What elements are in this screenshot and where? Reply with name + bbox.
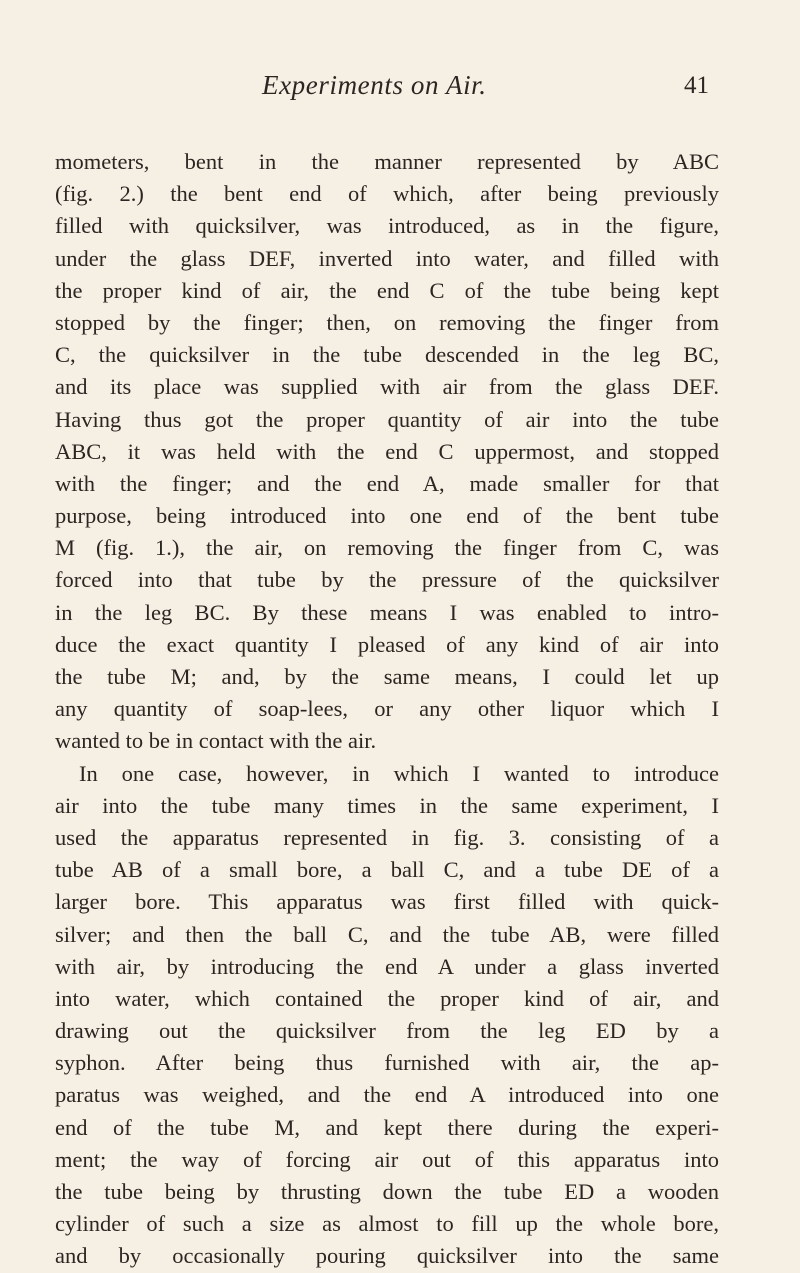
text-line: paratus was weighed, and the end A introduced into one [55,1082,719,1108]
text-line: used the apparatus represented in fig. 3. consisting of a [55,824,719,850]
text-line: the tube M; and, by the same means, I could let up [55,664,719,689]
text-line: tube AB of a small bore, a ball C, and a tube DE of a [55,857,719,883]
text-line: M (fig. 1.), the air, on removing the finger from C, was [55,535,719,561]
text-line: purpose, being introduced into one end of the bent tube [55,503,719,529]
text-line: (fig. 2.) the bent end of which, after being previously [55,181,719,207]
text-line: cylinder of such a size as almost to fill up the whole bore, [55,1211,719,1237]
text-line: forced into that tube by the pressure of the quicksilver [55,567,719,593]
text-line: in the leg BC. By these means I was enabled to intro- [55,599,719,625]
text-line: the proper kind of air, the end C of the tube being kept [55,277,719,303]
running-title: Experiments on Air. [262,70,487,100]
text-line: duce the exact quantity I pleased of any kind of air into [55,631,719,657]
text-line: filled with quicksilver, was introduced, as in the figure, [55,213,719,239]
text-line: C, the quicksilver in the tube descended in the leg BC, [55,342,719,368]
text-line: larger bore. This apparatus was first filled with quick- [55,889,719,915]
body-text [55,146,719,1273]
text-line: mometers, bent in the manner represented by ABC [55,149,719,174]
text-line: the tube being by thrusting down the tube ED a wooden [55,1179,719,1204]
text-line: end of the tube M, and kept there during the experi- [55,1114,719,1140]
text-line: In one case, however, in which I wanted to introduce [79,760,719,786]
text-line: wanted to be in contact with the air. [55,728,377,754]
page-number: 41 [684,72,709,99]
text-line: Having thus got the proper quantity of air into the tube [55,406,719,432]
text-line: syphon. After being thus furnished with air, the ap- [55,1050,719,1076]
text-line: under the glass DEF, inverted into water, and filled with [55,245,719,271]
text-line: into water, which contained the proper kind of air, and [55,985,719,1011]
text-line: and by occasionally pouring quicksilver into the same [55,1243,719,1269]
text-line: and its place was supplied with air from the glass DEF. [55,374,719,400]
text-line: ment; the way of forcing air out of this apparatus into [55,1146,719,1172]
text-line: with air, by introducing the end A under a glass inverted [55,953,719,979]
text-line: any quantity of soap-lees, or any other liquor which I [55,696,719,722]
text-line: silver; and then the ball C, and the tube AB, were filled [55,921,719,947]
text-line: drawing out the quicksilver from the leg ED by a [55,1018,719,1044]
text-line: ABC, it was held with the end C uppermost, and stopped [55,438,719,464]
text-line: with the finger; and the end A, made smaller for that [55,470,719,496]
text-line: air into the tube many times in the same experiment, I [55,792,719,818]
text-line: stopped by the finger; then, on removing the finger from [55,309,719,335]
